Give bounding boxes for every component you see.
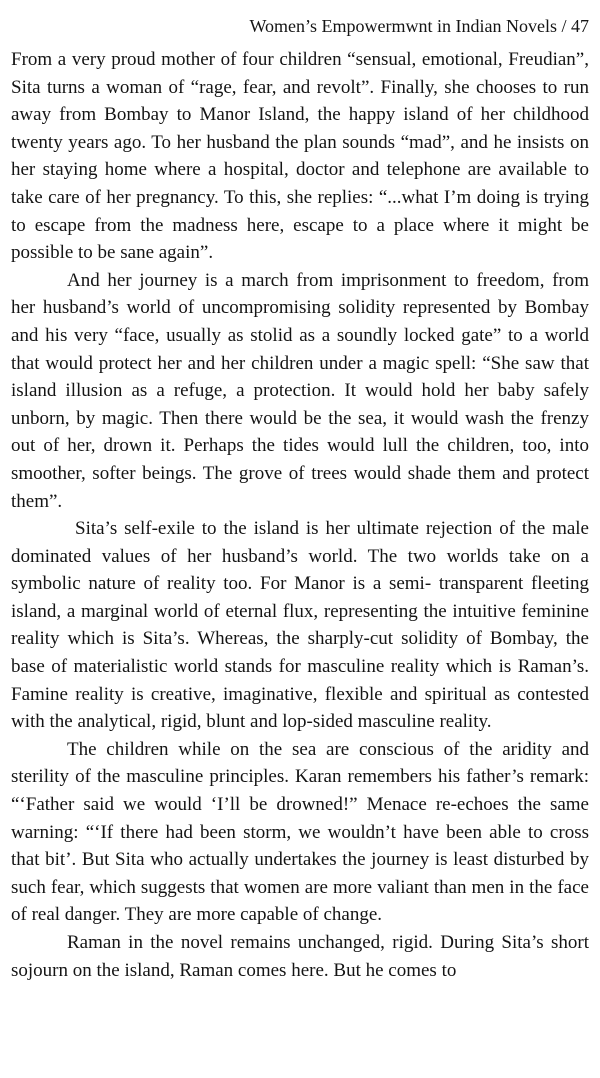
body-paragraph-5: Raman in the novel remains unchanged, rigid. During Sita’s short sojourn on the island, Raman comes here. But he comes to (11, 932, 589, 981)
body-paragraph-2: And her journey is a march from imprisonment to freedom, from her husband’s world of uncompromising solidity represented by Bombay and his very “face, usually as stolid as a soundly locked gate” to a world that would protect her and her children under a magic spell: “She saw that island illusion as a refuge, a protection. It would hold her baby safely unborn, by magic. Then there would be the sea, it would wash the frenzy out of her, drown it. Perhaps the tides would lull the children, too, into smoother, softer beings. The grove of trees would shade them and protect them”. (11, 269, 589, 512)
running-header: Women’s Empowermwnt in Indian Novels / 47 (249, 16, 589, 36)
body-paragraph-3: Sita’s self-exile to the island is her ultimate rejection of the male dominated values of her husband’s world. The two worlds take on a symbolic nature of reality too. For Manor is a semi- transparent fleeting island, a marginal world of eternal flux, representing the intuitive feminine reality which is Sita’s. Whereas, the sharply-cut solidity of Bombay, the base of materialistic world stands for masculine reality which is Raman’s. Famine reality is creative, imaginative, flexible and spiritual as contested with the analytical, rigid, blunt and lop-sided masculine reality. (11, 518, 589, 733)
body-paragraph-4: The children while on the sea are conscious of the aridity and sterility of the masculine principles. Karan remembers his father’s remark: “‘Father said we would ‘I’ll be drowned!” Menace re-echoes the same warning: “‘If there had been storm, we wouldn’t have been able to cross that bit’. But Sita who actually undertakes the journey is least disturbed by such fear, which suggests that women are more valiant than men in the face of real danger. They are more capable of change. (11, 738, 589, 926)
body-paragraph-1: From a very proud mother of four children “sensual, emotional, Freudian”, Sita turns a woman of “rage, fear, and revolt”. Finally, she chooses to run away from Bombay to Manor Island, the happy island of her childhood twenty years ago. To her husband the plan sounds “mad”, and he insists on her staying home where a hospital, doctor and telephone are available to take care of her pregnancy. To this, she replies: “...what I’m doing is trying to escape from the madness here, escape to a place where it might be possible to be sane again”. (11, 49, 589, 264)
